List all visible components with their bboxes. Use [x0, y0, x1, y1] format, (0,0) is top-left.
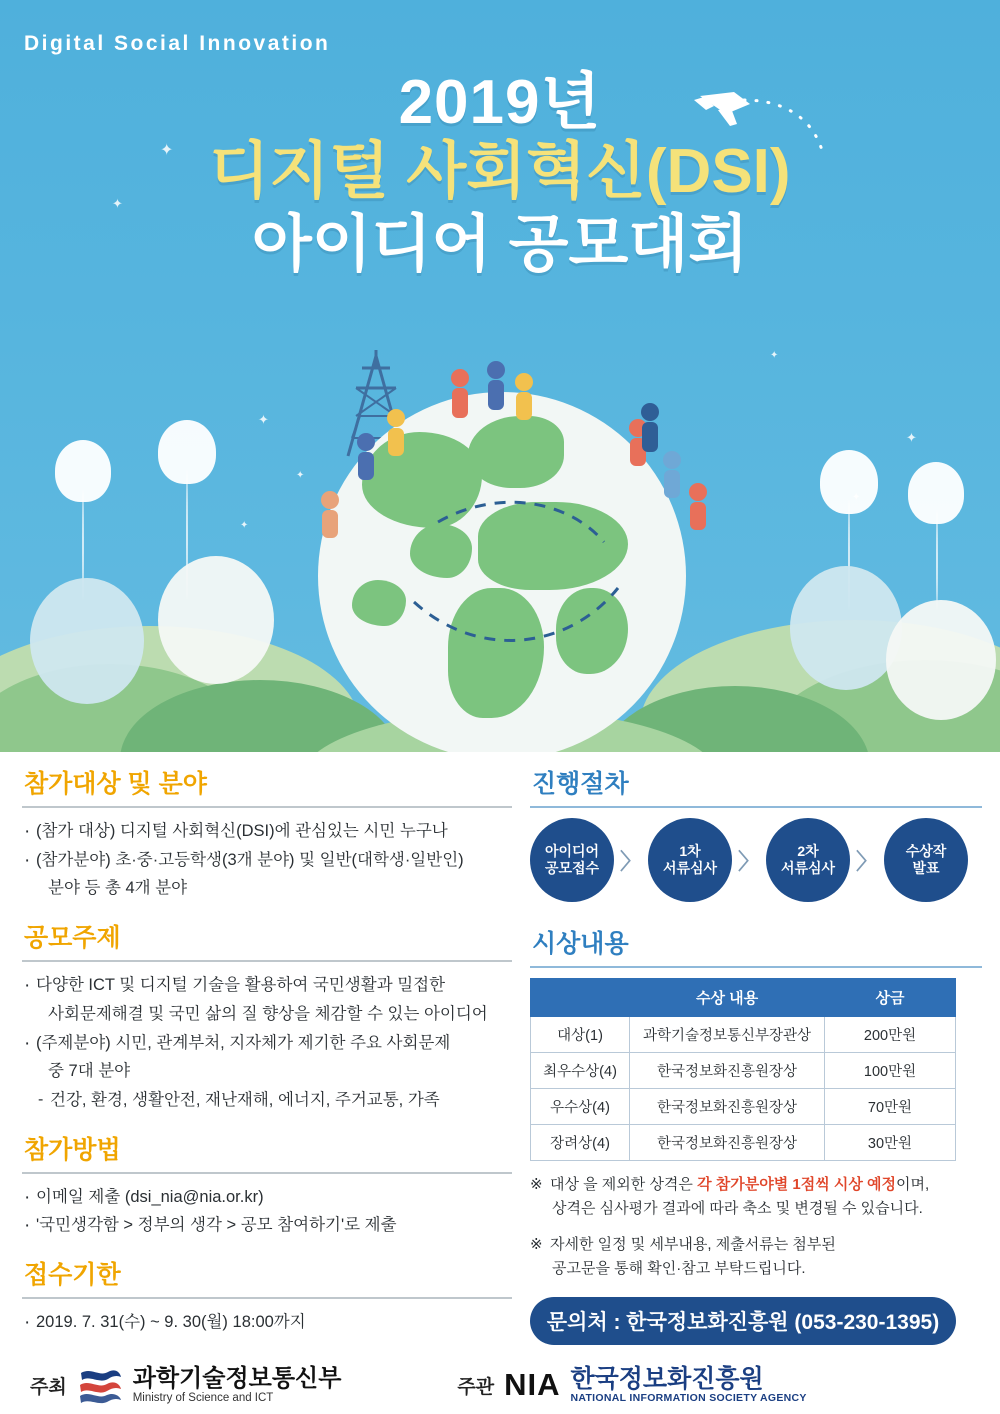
column-header-category: [531, 979, 630, 1017]
note-1-part-a: 대상 을 제외한 상격은: [550, 1176, 698, 1193]
cell-category: 대상(1): [531, 1017, 630, 1053]
process-step-line2: 서류심사: [662, 860, 718, 876]
cell-money: 30만원: [825, 1125, 956, 1161]
table-row: [531, 1017, 956, 1053]
list-item: 중 7대 분야: [48, 1062, 131, 1081]
note-1: [530, 1173, 982, 1221]
process-step-2: [648, 818, 732, 902]
process-step-line2: 발표: [912, 860, 940, 876]
note-1-part-b: 이며,: [896, 1176, 930, 1193]
host-subtitle: Ministry of Science and ICT: [132, 1391, 274, 1404]
chevron-right-icon: 〉: [856, 848, 879, 874]
table-row: [531, 1125, 956, 1161]
section-how-to-apply: [22, 1130, 512, 1239]
process-step-line1: 수상작: [905, 842, 947, 859]
list-item: · 이메일 제출 (dsi_nia@nia.or.kr): [22, 1184, 512, 1211]
cell-award: 한국정보화진흥원장상: [630, 1053, 825, 1089]
balloon-icon: [886, 600, 996, 720]
list-item: · (참가분야) 초·중·고등학생(3개 분야) 및 일반(대학생·일반인): [22, 847, 512, 874]
list-item: 사회문제해결 및 국민 삶의 질 향상을 체감할 수 있는 아이디어: [48, 1004, 488, 1023]
process-step-1: [530, 818, 614, 902]
cell-award: 한국정보화진흥원장상: [630, 1089, 825, 1125]
list-item: - 건강, 환경, 생활안전, 재난재해, 에너지, 주거교통, 가족: [22, 1087, 512, 1114]
list-item: · 다양한 ICT 및 디지털 기술을 활용하여 국민생활과 밀접한: [22, 972, 512, 999]
section-prizes: [530, 924, 982, 1345]
title-line-3: 아이디어 공모대회: [251, 210, 749, 280]
list-item: · (주제분야) 시민, 관계부처, 지자체가 제기한 주요 사회문제: [22, 1030, 512, 1057]
process-step-3: [766, 818, 850, 902]
table-row: [531, 1089, 956, 1125]
cell-category: 최우수상(4): [531, 1053, 630, 1089]
eyebrow-text: Digital Social Innovation: [24, 32, 331, 55]
cell-category: 장려상(4): [531, 1125, 630, 1161]
divider: [530, 966, 982, 968]
star-icon: ✦: [296, 470, 305, 481]
footer: [0, 1356, 1000, 1414]
process-step-line2: 공모접수: [544, 860, 600, 876]
note-1-sub: 상격은 심사평가 결과에 따라 축소 및 변경될 수 있습니다.: [552, 1200, 923, 1217]
list-item: · 2019. 7. 31(수) ~ 9. 30(월) 18:00까지: [22, 1309, 512, 1336]
cell-money: 100만원: [825, 1053, 956, 1089]
section-heading: 공모주제: [24, 924, 121, 953]
divider: [22, 1172, 512, 1174]
star-icon: ✦: [906, 430, 917, 445]
cell-money: 70만원: [825, 1089, 956, 1125]
process-step-line2: 서류심사: [780, 860, 836, 876]
star-icon: ✦: [770, 350, 779, 361]
section-heading: 접수기한: [24, 1261, 121, 1290]
divider: [22, 960, 512, 962]
section-heading: 참가대상 및 분야: [24, 770, 207, 798]
host-group: [30, 1365, 341, 1405]
note-2: [530, 1233, 982, 1281]
table-row: [531, 1053, 956, 1089]
host-name: 과학기술정보통신부: [132, 1365, 342, 1393]
chevron-right-icon: 〉: [620, 848, 643, 874]
contact-banner: 문의처 : 한국정보화진흥원 (053-230-1395): [530, 1297, 956, 1345]
balloon-icon: [30, 578, 144, 704]
left-column: [22, 764, 512, 1338]
right-column: [530, 764, 982, 1345]
title-line-2: 디지털 사회혁신(DSI): [209, 137, 791, 207]
list-item: 분야 등 총 4개 분야: [48, 879, 188, 898]
balloon-icon: [908, 462, 964, 524]
process-steps: [530, 818, 982, 902]
divider: [530, 806, 982, 808]
table-header-row: [531, 979, 956, 1017]
organizer-abbr: NIA: [504, 1367, 561, 1402]
organizer-label: 주관: [457, 1376, 495, 1398]
list-item: · '국민생각함 > 정부의 생각 > 공모 참여하기'로 제출: [22, 1212, 512, 1239]
taegeuk-emblem-icon: [77, 1365, 123, 1405]
balloon-icon: [820, 450, 878, 514]
title-line-1: 2019년: [398, 68, 602, 137]
note-1-emphasis: 각 참가분야별 1점씩 시상 예정: [697, 1176, 896, 1193]
star-icon: ✦: [258, 412, 269, 427]
chevron-right-icon: 〉: [738, 848, 761, 874]
section-heading: 진행절차: [532, 770, 629, 798]
balloon-icon: [790, 566, 902, 690]
organizer-name: 한국정보화진흥원: [570, 1364, 764, 1393]
section-process: [530, 764, 982, 902]
poster-title: [0, 70, 1000, 281]
organizer-group: [457, 1366, 806, 1404]
balloon-icon: [158, 556, 274, 684]
section-participants: [22, 764, 512, 902]
column-header-award: 수상 내용: [630, 979, 825, 1017]
star-icon: ✦: [160, 142, 174, 159]
process-step-line1: 아이디어: [544, 842, 600, 859]
star-icon: ✦: [112, 196, 123, 211]
cell-award: 과학기술정보통신부장관상: [630, 1017, 825, 1053]
divider: [22, 806, 512, 808]
section-heading: 참가방법: [24, 1135, 121, 1164]
balloon-icon: [158, 420, 216, 484]
balloon-icon: [55, 440, 111, 502]
cell-category: 우수상(4): [531, 1089, 630, 1125]
section-deadline: [22, 1255, 512, 1336]
process-step-line1: 2차: [797, 842, 819, 859]
cell-award: 한국정보화진흥원장상: [630, 1125, 825, 1161]
cell-money: 200만원: [825, 1017, 956, 1053]
star-icon: ✦: [240, 520, 249, 531]
prize-table: [530, 978, 956, 1161]
column-header-money: 상금: [825, 979, 956, 1017]
process-step-line1: 1차: [679, 842, 701, 859]
section-heading: 시상내용: [532, 930, 629, 958]
note-2-sub: 공고문을 통해 확인·참고 부탁드립니다.: [552, 1260, 806, 1277]
divider: [22, 1297, 512, 1299]
balloon-string: [936, 510, 938, 610]
note-2-text: 자세한 일정 및 세부내용, 제출서류는 첨부된: [550, 1236, 836, 1253]
content-panel: [0, 752, 1000, 1356]
organizer-subtitle: NATIONAL INFORMATION SOCIETY AGENCY: [570, 1392, 807, 1405]
process-step-4: [884, 818, 968, 902]
list-item: · (참가 대상) 디지털 사회혁신(DSI)에 관심있는 시민 누구나: [22, 818, 512, 845]
host-label: 주최: [30, 1376, 67, 1398]
people-illustration: [300, 360, 730, 560]
section-theme: [22, 918, 512, 1114]
